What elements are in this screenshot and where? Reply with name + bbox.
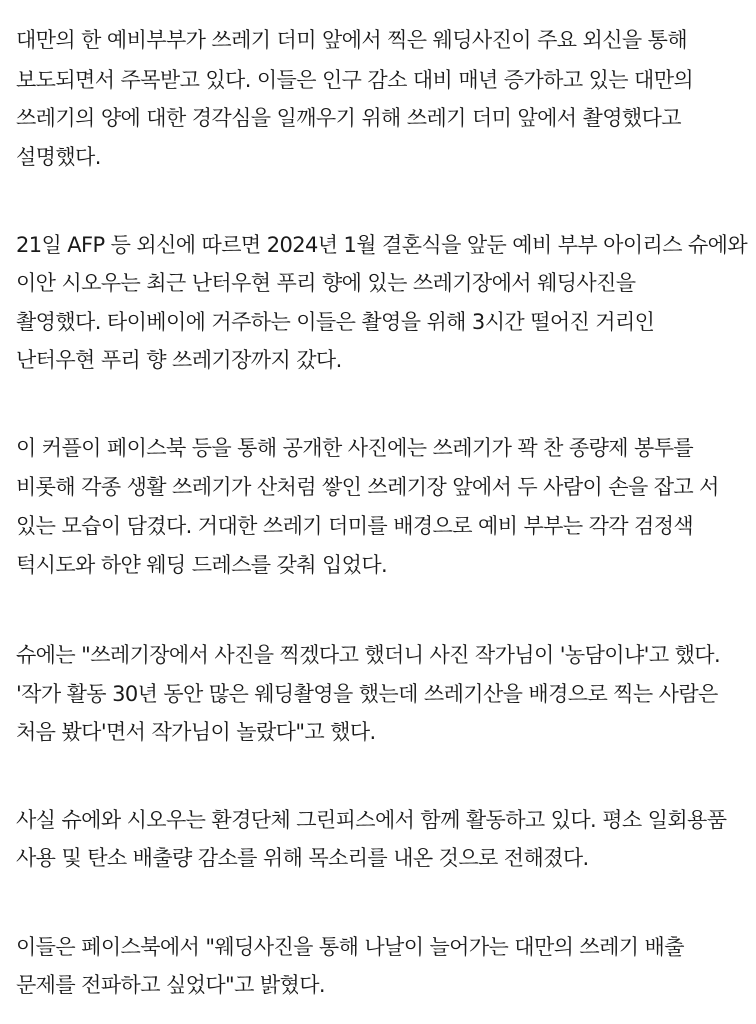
text-line: 대만의 한 예비부부가 쓰레기 더미 앞에서 찍은 웨딩사진이 주요 외신을 통해 xyxy=(16,28,688,52)
text-line: 사실 슈에와 시오우는 환경단체 그린피스에서 함께 활동하고 있다. 평소 일회용품 xyxy=(16,808,727,832)
text-line: 보도되면서 주목받고 있다. 이들은 인구 감소 대비 매년 증가하고 있는 대만의 xyxy=(16,68,694,92)
text-line: 21일 AFP 등 외신에 따르면 2024년 1월 결혼식을 앞둔 예비 부부 아이리스 슈에와 xyxy=(16,233,748,257)
text-line: '작가 활동 30년 동안 많은 웨딩촬영을 했는데 쓰레기산을 배경으로 찍는 사람은 xyxy=(16,682,718,706)
text-line: 쓰레기의 양에 대한 경각심을 일깨우기 위해 쓰레기 더미 앞에서 촬영했다고 xyxy=(16,106,681,130)
text-line: 있는 모습이 담겼다. 거대한 쓰레기 더미를 배경으로 예비 부부는 각각 검정색 xyxy=(16,514,694,538)
text-line: 턱시도와 하얀 웨딩 드레스를 갖춰 입었다. xyxy=(16,553,388,577)
text-line: 이안 시오우는 최근 난터우현 푸리 향에 있는 쓰레기장에서 웨딩사진을 xyxy=(16,271,636,295)
text-line: 사용 및 탄소 배출량 감소를 위해 목소리를 내온 것으로 전해졌다. xyxy=(16,846,589,870)
text-line: 이 커플이 페이스북 등을 통해 공개한 사진에는 쓰레기가 꽉 찬 종량제 봉투를 xyxy=(16,436,694,460)
text-line: 촬영했다. 타이베이에 거주하는 이들은 촬영을 위해 3시간 떨어진 거리인 xyxy=(16,310,655,334)
text-line: 난터우현 푸리 향 쓰레기장까지 갔다. xyxy=(16,348,342,372)
text-line: 처음 봤다'면서 작가님이 놀랐다"고 했다. xyxy=(16,720,376,744)
text-line: 슈에는 "쓰레기장에서 사진을 찍겠다고 했더니 사진 작가님이 '농담이냐'고 했다. xyxy=(16,643,721,667)
text-line: 문제를 전파하고 싶었다"고 밝혔다. xyxy=(16,973,325,997)
text-line: 설명했다. xyxy=(16,145,101,169)
text-line: 이들은 페이스북에서 "웨딩사진을 통해 나날이 늘어가는 대만의 쓰레기 배출 xyxy=(16,935,684,959)
text-line: 비롯해 각종 생활 쓰레기가 산처럼 쌓인 쓰레기장 앞에서 두 사람이 손을 잡고 서 xyxy=(16,475,719,499)
